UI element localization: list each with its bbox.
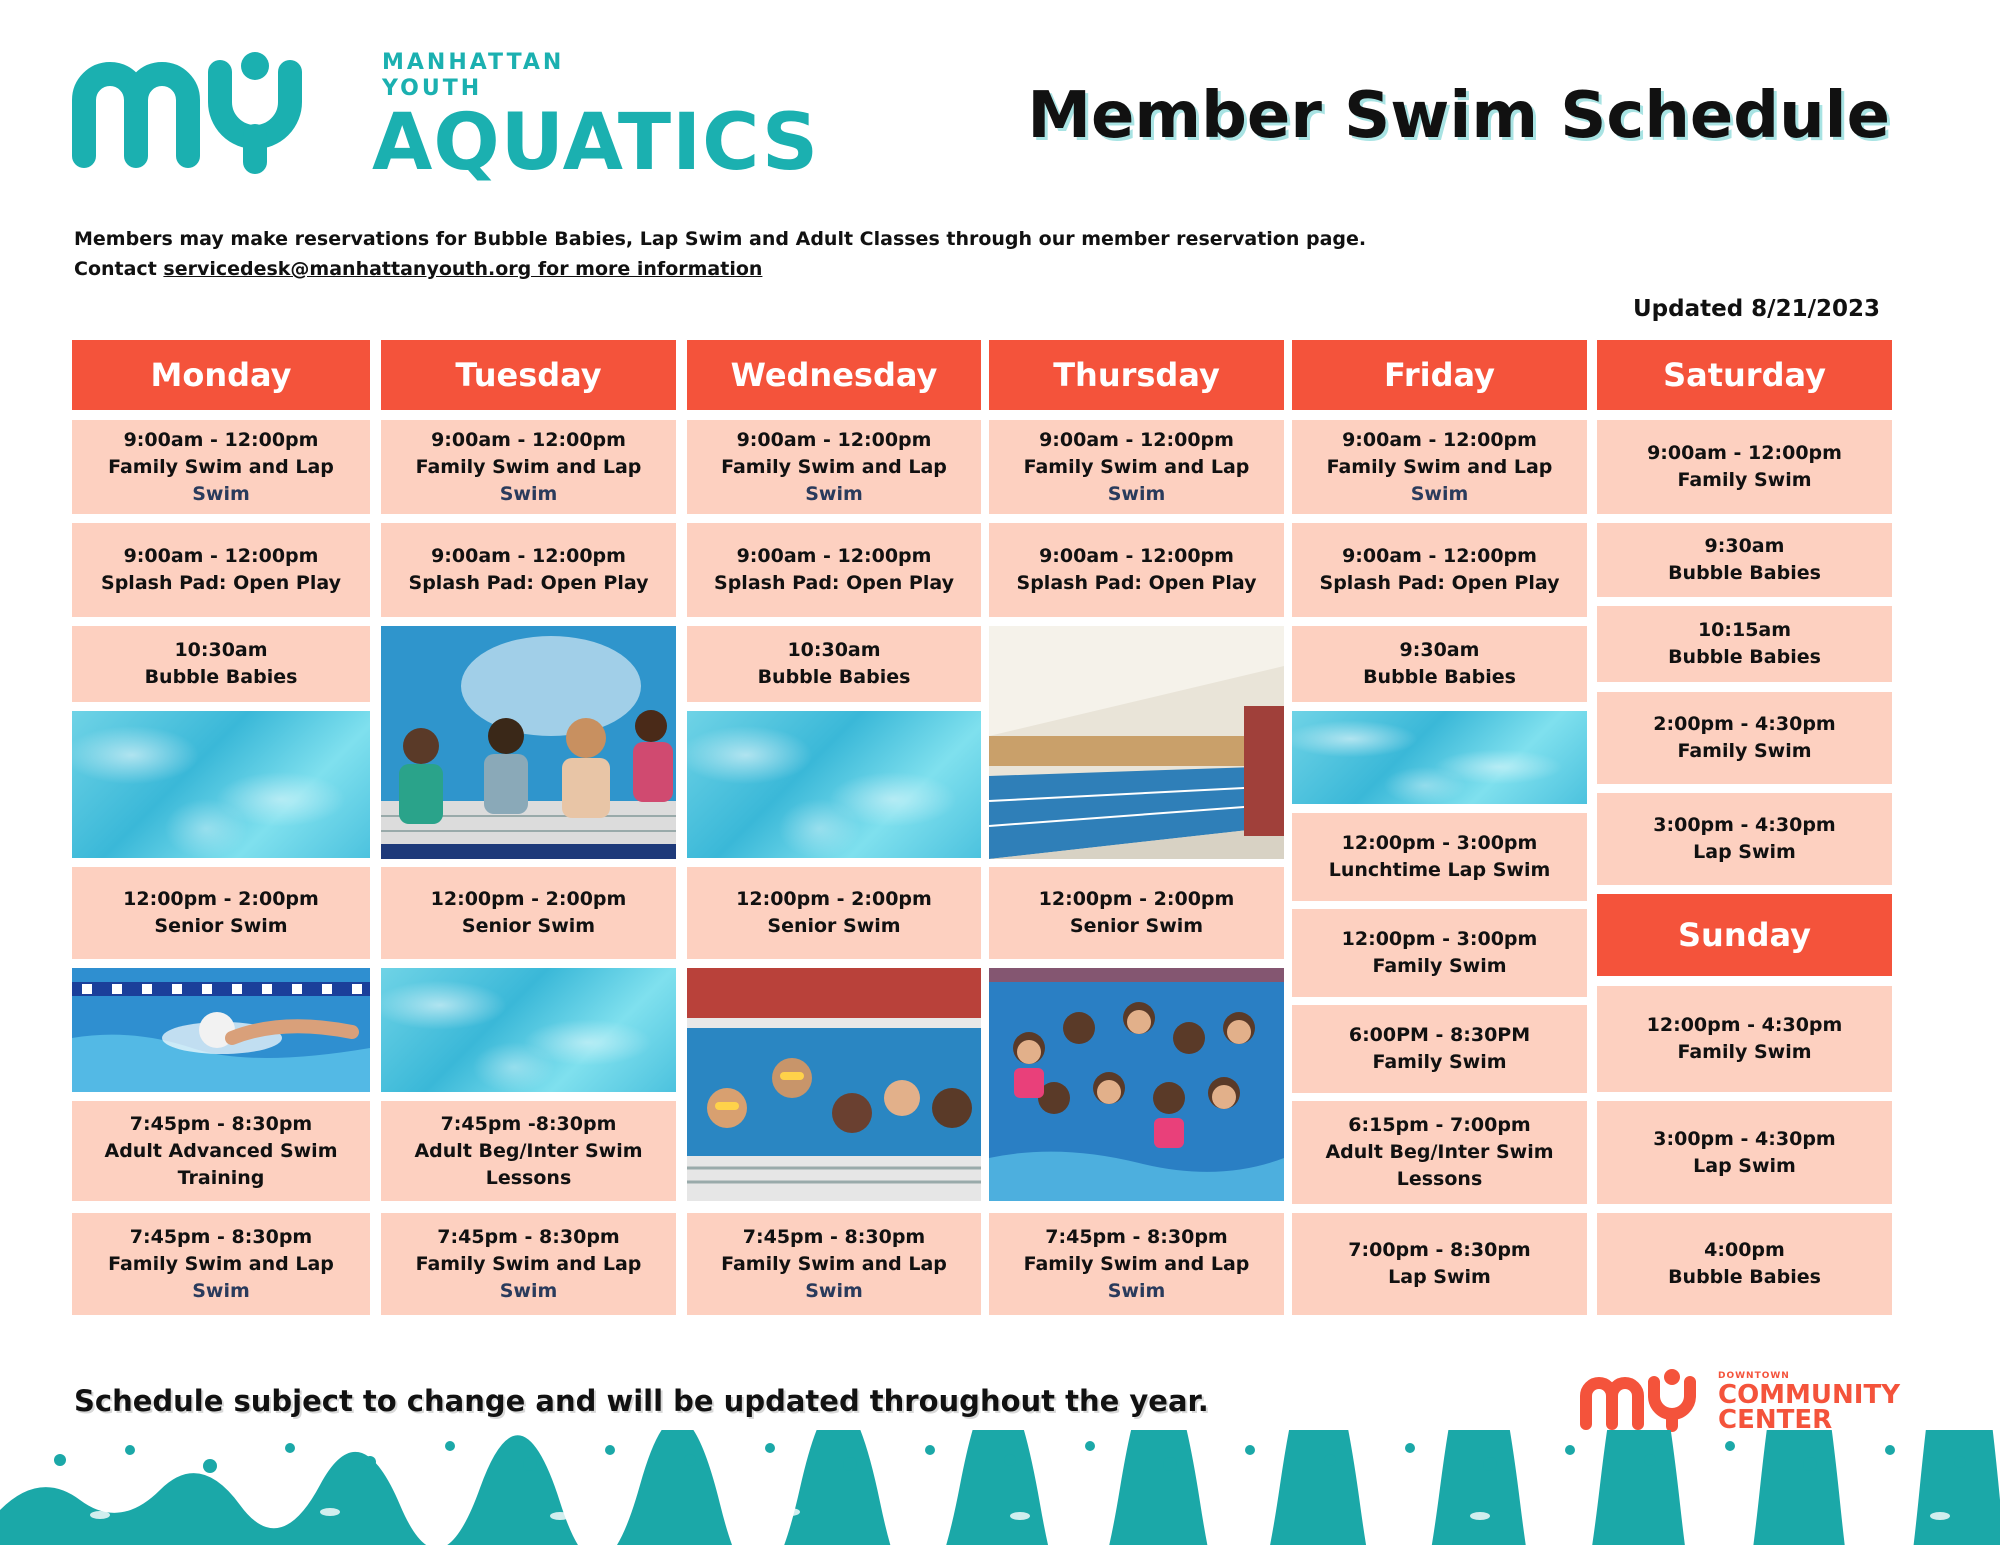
cell-activity: Splash Pad: Open Play: [1319, 572, 1560, 594]
day-header-monday: Monday: [72, 340, 370, 410]
cell-activity: Lunchtime Lap Swim: [1328, 859, 1551, 881]
cell-activity: Lap Swim: [1388, 1266, 1491, 1288]
cell-activity-cont: Lessons: [485, 1166, 572, 1189]
dcc-downtown: DOWNTOWN: [1718, 1371, 1790, 1381]
cell-time: 9:00am - 12:00pm: [123, 545, 319, 567]
cell-activity-cont: Lessons: [1396, 1168, 1483, 1190]
schedule-cell: [1292, 1101, 1587, 1204]
cell-activity: Senior Swim: [1069, 915, 1204, 937]
schedule-cell: [1292, 909, 1587, 997]
cell-activity: Bubble Babies: [1668, 646, 1821, 668]
contact-prefix: Contact: [74, 258, 164, 280]
schedule-cell: [687, 420, 981, 514]
cell-activity: Bubble Babies: [757, 666, 911, 688]
cell-time: 9:00am - 12:00pm: [431, 428, 626, 451]
day-header-saturday: Saturday: [1597, 340, 1892, 410]
contact-email-link[interactable]: servicedesk@manhattanyouth.org for more information: [163, 258, 763, 280]
cell-activity: Family Swim: [1677, 469, 1812, 491]
cell-activity: Family Swim and Lap Swim: [415, 455, 642, 505]
cell-activity: Splash Pad: Open Play: [101, 572, 341, 594]
cell-activity: Family Swim and Lap Swim: [1326, 455, 1553, 505]
community-center-logo-icon: [1578, 1366, 1708, 1432]
cell-activity-cont: Training: [177, 1166, 265, 1189]
schedule-cell: [989, 1213, 1284, 1315]
cell-time: 10:15am: [1697, 619, 1792, 641]
decorative-wave-border: [0, 1430, 2000, 1545]
cell-activity: Family Swim and Lap Swim: [1023, 1252, 1250, 1302]
cell-time: 9:00am - 12:00pm: [431, 545, 626, 567]
cell-time: 9:30am: [1704, 535, 1785, 557]
cell-time: 9:00am - 12:00pm: [1342, 545, 1537, 567]
cell-activity: Adult Advanced Swim: [104, 1139, 338, 1162]
cell-time: 9:00am - 12:00pm: [736, 545, 932, 567]
cell-time: 7:00pm - 8:30pm: [1348, 1239, 1531, 1261]
schedule-cell: [687, 1213, 981, 1315]
schedule-cell: [1597, 692, 1892, 784]
schedule-cell: [1292, 813, 1587, 901]
cell-time: 6:00PM - 8:30PM: [1348, 1024, 1531, 1046]
schedule-cell: [72, 867, 370, 959]
cell-time: 7:45pm - 8:30pm: [129, 1225, 313, 1248]
pool-water-image: [687, 711, 981, 858]
brand-line-manhattan: MANHATTAN: [382, 50, 565, 75]
cell-time: 7:45pm - 8:30pm: [129, 1112, 313, 1135]
cell-activity: Splash Pad: Open Play: [714, 572, 954, 594]
schedule-cell: [381, 1101, 676, 1201]
cell-time: 7:45pm - 8:30pm: [742, 1225, 926, 1248]
cell-time: 4:00pm: [1704, 1239, 1785, 1261]
cell-activity: Senior Swim: [461, 915, 596, 937]
day-header-tuesday: Tuesday: [381, 340, 676, 410]
schedule-cell: [1597, 606, 1892, 682]
cell-time: 10:30am: [787, 639, 881, 661]
cell-activity: Family Swim: [1677, 1041, 1812, 1063]
indoor-pool-photo: [989, 626, 1284, 859]
schedule-cell: [1597, 523, 1892, 597]
cell-activity: Family Swim and Lap Swim: [1023, 455, 1250, 505]
cell-activity: Adult Beg/Inter Swim: [1325, 1141, 1554, 1163]
schedule-cell: [72, 1213, 370, 1315]
cell-activity: Bubble Babies: [1668, 562, 1821, 584]
schedule-cell: [687, 867, 981, 959]
swimmer-freestyle-photo: [72, 968, 370, 1092]
schedule-cell: [1292, 420, 1587, 514]
schedule-cell: [989, 867, 1284, 959]
schedule-cell: [687, 523, 981, 617]
brand-line-aquatics: AQUATICS: [372, 98, 820, 188]
schedule-cell: [1292, 1213, 1587, 1315]
cell-activity: Bubble Babies: [1668, 1266, 1821, 1288]
schedule-cell: [1292, 1005, 1587, 1093]
schedule-cell: [1597, 986, 1892, 1092]
my-logo-icon: [70, 44, 350, 174]
schedule-cell: [72, 523, 370, 617]
dcc-community: COMMUNITY: [1718, 1380, 1901, 1410]
cell-activity: Family Swim and Lap Swim: [721, 455, 947, 505]
cell-activity: Bubble Babies: [144, 666, 298, 688]
cell-time: 9:30am: [1399, 639, 1480, 661]
cell-activity: Family Swim and Lap Swim: [108, 455, 334, 505]
updated-date: Updated 8/21/2023: [1632, 296, 1880, 322]
cell-time: 9:00am - 12:00pm: [736, 428, 932, 451]
cell-activity: Splash Pad: Open Play: [1016, 572, 1257, 594]
schedule-cell: [687, 626, 981, 702]
cell-activity: Senior Swim: [767, 915, 901, 937]
kids-splashing-poolside-photo: [381, 626, 676, 859]
schedule-cell: [1597, 420, 1892, 514]
group-in-pool-photo: [989, 968, 1284, 1201]
cell-time: 10:30am: [174, 639, 268, 661]
cell-activity: Lap Swim: [1693, 1154, 1796, 1177]
day-header-sunday: Sunday: [1597, 894, 1892, 976]
cell-activity: Senior Swim: [154, 915, 288, 937]
cell-time: 9:00am - 12:00pm: [123, 428, 319, 451]
intro-text: Members may make reservations for Bubble Babies, Lap Swim and Adult Classes through our member reservation page.: [74, 228, 1367, 250]
kids-with-goggles-photo: [687, 968, 981, 1201]
contact-line: [74, 254, 762, 284]
schedule-cell: [1292, 626, 1587, 702]
cell-time: 3:00pm - 4:30pm: [1653, 1127, 1836, 1150]
cell-time: 12:00pm - 3:00pm: [1341, 928, 1538, 950]
cell-time: 2:00pm - 4:30pm: [1653, 713, 1836, 735]
cell-time: 12:00pm - 2:00pm: [430, 888, 627, 910]
dcc-center: CENTER: [1718, 1405, 1833, 1435]
brand-line-youth: YOUTH: [382, 76, 483, 101]
cell-activity: Family Swim and Lap Swim: [108, 1252, 334, 1302]
schedule-cell: [1597, 1213, 1892, 1315]
schedule-cell: [381, 420, 676, 514]
cell-time: 3:00pm - 4:30pm: [1653, 814, 1836, 836]
cell-time: 12:00pm - 3:00pm: [1341, 832, 1538, 854]
schedule-cell: [1597, 793, 1892, 885]
cell-time: 12:00pm - 2:00pm: [736, 888, 932, 910]
schedule-cell: [989, 523, 1284, 617]
cell-activity: Family Swim: [1372, 955, 1507, 977]
cell-time: 7:45pm -8:30pm: [440, 1112, 617, 1135]
cell-activity: Family Swim and Lap Swim: [721, 1252, 947, 1302]
day-header-thursday: Thursday: [989, 340, 1284, 410]
schedule-cell: [381, 523, 676, 617]
schedule-cell: [1292, 523, 1587, 617]
cell-activity: Family Swim and Lap Swim: [415, 1252, 642, 1302]
cell-activity: Splash Pad: Open Play: [408, 572, 649, 594]
cell-activity: Family Swim: [1372, 1051, 1507, 1073]
cell-time: 12:00pm - 2:00pm: [1038, 888, 1235, 910]
day-header-friday: Friday: [1292, 340, 1587, 410]
page-title: Member Swim Schedule: [1027, 79, 1890, 153]
cell-activity: Bubble Babies: [1363, 666, 1516, 688]
cell-time: 12:00pm - 4:30pm: [1646, 1014, 1843, 1036]
pool-water-image: [381, 968, 676, 1092]
cell-time: 9:00am - 12:00pm: [1039, 545, 1234, 567]
cell-time: 6:15pm - 7:00pm: [1348, 1114, 1531, 1136]
pool-water-image: [72, 711, 370, 858]
cell-time: 9:00am - 12:00pm: [1342, 428, 1537, 451]
schedule-cell: [72, 626, 370, 702]
cell-activity: Family Swim: [1677, 740, 1812, 762]
schedule-cell: [381, 867, 676, 959]
cell-activity: Lap Swim: [1693, 841, 1796, 863]
pool-water-image: [1292, 711, 1587, 804]
cell-time: 7:45pm - 8:30pm: [437, 1225, 620, 1248]
day-header-wednesday: Wednesday: [687, 340, 981, 410]
cell-time: 12:00pm - 2:00pm: [123, 888, 319, 910]
schedule-cell: [381, 1213, 676, 1315]
cell-time: 9:00am - 12:00pm: [1039, 428, 1234, 451]
cell-activity: Adult Beg/Inter Swim: [414, 1139, 643, 1162]
cell-time: 7:45pm - 8:30pm: [1045, 1225, 1228, 1248]
schedule-cell: [989, 420, 1284, 514]
cell-time: 9:00am - 12:00pm: [1647, 442, 1842, 464]
schedule-cell: [72, 1101, 370, 1201]
schedule-cell: [72, 420, 370, 514]
footer-note: Schedule subject to change and will be updated throughout the year.: [74, 1384, 1209, 1418]
schedule-cell: [1597, 1101, 1892, 1204]
